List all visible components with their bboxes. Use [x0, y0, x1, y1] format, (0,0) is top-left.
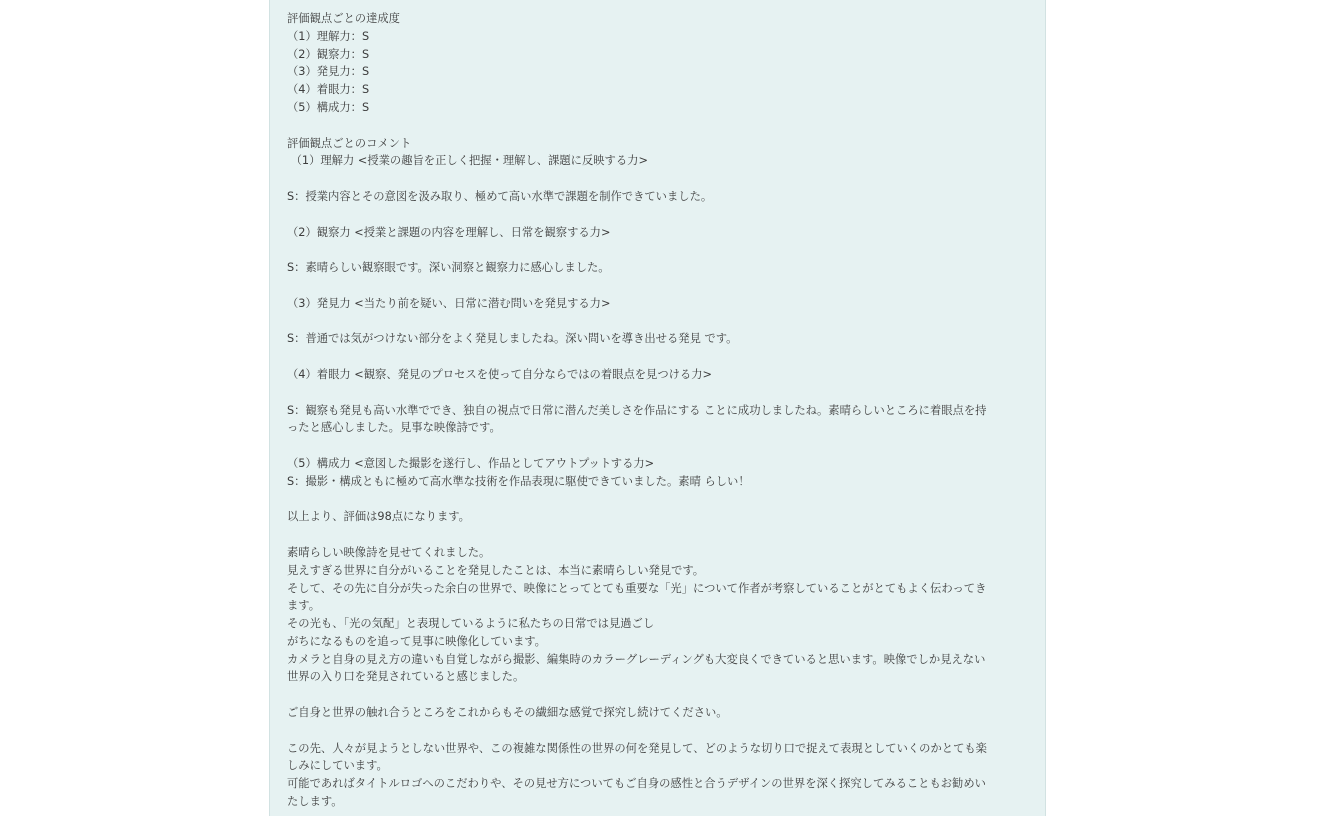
general-comment-line: ご自身と世界の触れ合うところをこれからもその繊細な感覚で探究し続けてください。	[287, 706, 728, 720]
achievement-item: （1）理解力：S	[287, 29, 370, 43]
spacer	[287, 313, 1032, 331]
general-comment-line: そして、その先に自分が失った余白の世界で、映像にとってとても重要な「光」について作者が考察していることがとてもよく伝わってき	[287, 581, 987, 595]
comment-body: S：素晴らしい観察眼です。深い洞察と観察力に感心しました。	[287, 261, 610, 275]
spacer	[287, 384, 1032, 402]
comment-body: S：普通では気がつけない部分をよく発見しましたね。深い問いを導き出せる発見 です。	[287, 332, 738, 346]
spacer	[287, 170, 1032, 188]
feedback-content	[287, 10, 1032, 811]
general-comment-line: 世界の入り口を発見されていると感じました。	[287, 670, 525, 684]
spacer	[287, 277, 1032, 295]
comment-title: （1）理解力 <授業の趣旨を正しく把握・理解し、課題に反映する力>	[287, 154, 648, 168]
achievement-item: （5）構成力：S	[287, 100, 370, 114]
spacer	[287, 722, 1032, 740]
comment-body: ったと感心しました。見事な映像詩です。	[287, 421, 501, 435]
spacer	[287, 348, 1032, 366]
general-comment-line: 素晴らしい映像詩を見せてくれました。	[287, 545, 491, 559]
spacer	[287, 526, 1032, 544]
comment-title: （4）着眼力 <観察、発見のプロセスを使って自分ならではの着眼点を見つける力>	[287, 367, 712, 381]
spacer	[287, 241, 1032, 259]
spacer	[287, 437, 1032, 455]
achievement-item: （3）発見力：S	[287, 65, 370, 79]
comment-body: S：撮影・構成ともに極めて高水準な技術を作品表現に駆使できていました。素晴 らしい！	[287, 474, 750, 488]
comment-title: （2）観察力 <授業と課題の内容を理解し、日常を観察する力>	[287, 225, 611, 239]
achievement-heading: 評価観点ごとの達成度	[287, 12, 400, 25]
spacer	[287, 491, 1032, 509]
general-comment-line: ます。	[287, 599, 320, 613]
general-comment-line: たします。	[287, 795, 343, 809]
general-comment-line: 見えすぎる世界に自分がいることを発見したことは、本当に素晴らしい発見です。	[287, 563, 705, 577]
comment-body: S：観察も発見も高い水準ででき、独自の視点で日常に潜んだ美しさを作品にする ことに成功しましたね。素晴らしいところに着眼点を持	[287, 403, 987, 417]
general-comment-line: しみにしています。	[287, 759, 388, 773]
feedback-panel	[269, 0, 1046, 816]
comment-body: S：授業内容とその意図を汲み取り、極めて高い水準で課題を制作できていました。	[287, 189, 713, 203]
comment-title: （3）発見力 <当たり前を疑い、日常に潜む問いを発見する力>	[287, 296, 611, 310]
achievement-item: （2）観察力：S	[287, 47, 370, 61]
general-comment-line: その光も、「光の気配」と表現しているように私たちの日常では見過ごし	[287, 617, 655, 631]
spacer	[287, 117, 1032, 135]
comments-heading: 評価観点ごとのコメント	[287, 136, 412, 150]
general-comment-line: この先、人々が見ようとしない世界や、この複雑な関係性の世界の何を発見して、どのような切り口で捉えて表現としていくのかとても楽	[287, 741, 987, 755]
general-comment-line: カメラと自身の見え方の違いも自覚しながら撮影、編集時のカラーグレーディングも大変良くできていると思います。映像でしか見えない	[287, 652, 986, 666]
spacer	[287, 206, 1032, 224]
general-comment-line: 可能であればタイトルロゴへのこだわりや、その見せ方についてもご自身の感性と合うデザインの世界を深く探究してみることもお勧めい	[287, 777, 986, 791]
achievement-item: （4）着眼力：S	[287, 83, 370, 97]
comment-title: （5）構成力 <意図した撮影を遂行し、作品としてアウトプットする力>	[287, 456, 655, 470]
general-comment-line: がちになるものを追って見事に映像化しています。	[287, 634, 546, 648]
spacer	[287, 686, 1032, 704]
score-text: 以上より、評価は98点になります。	[287, 510, 470, 524]
